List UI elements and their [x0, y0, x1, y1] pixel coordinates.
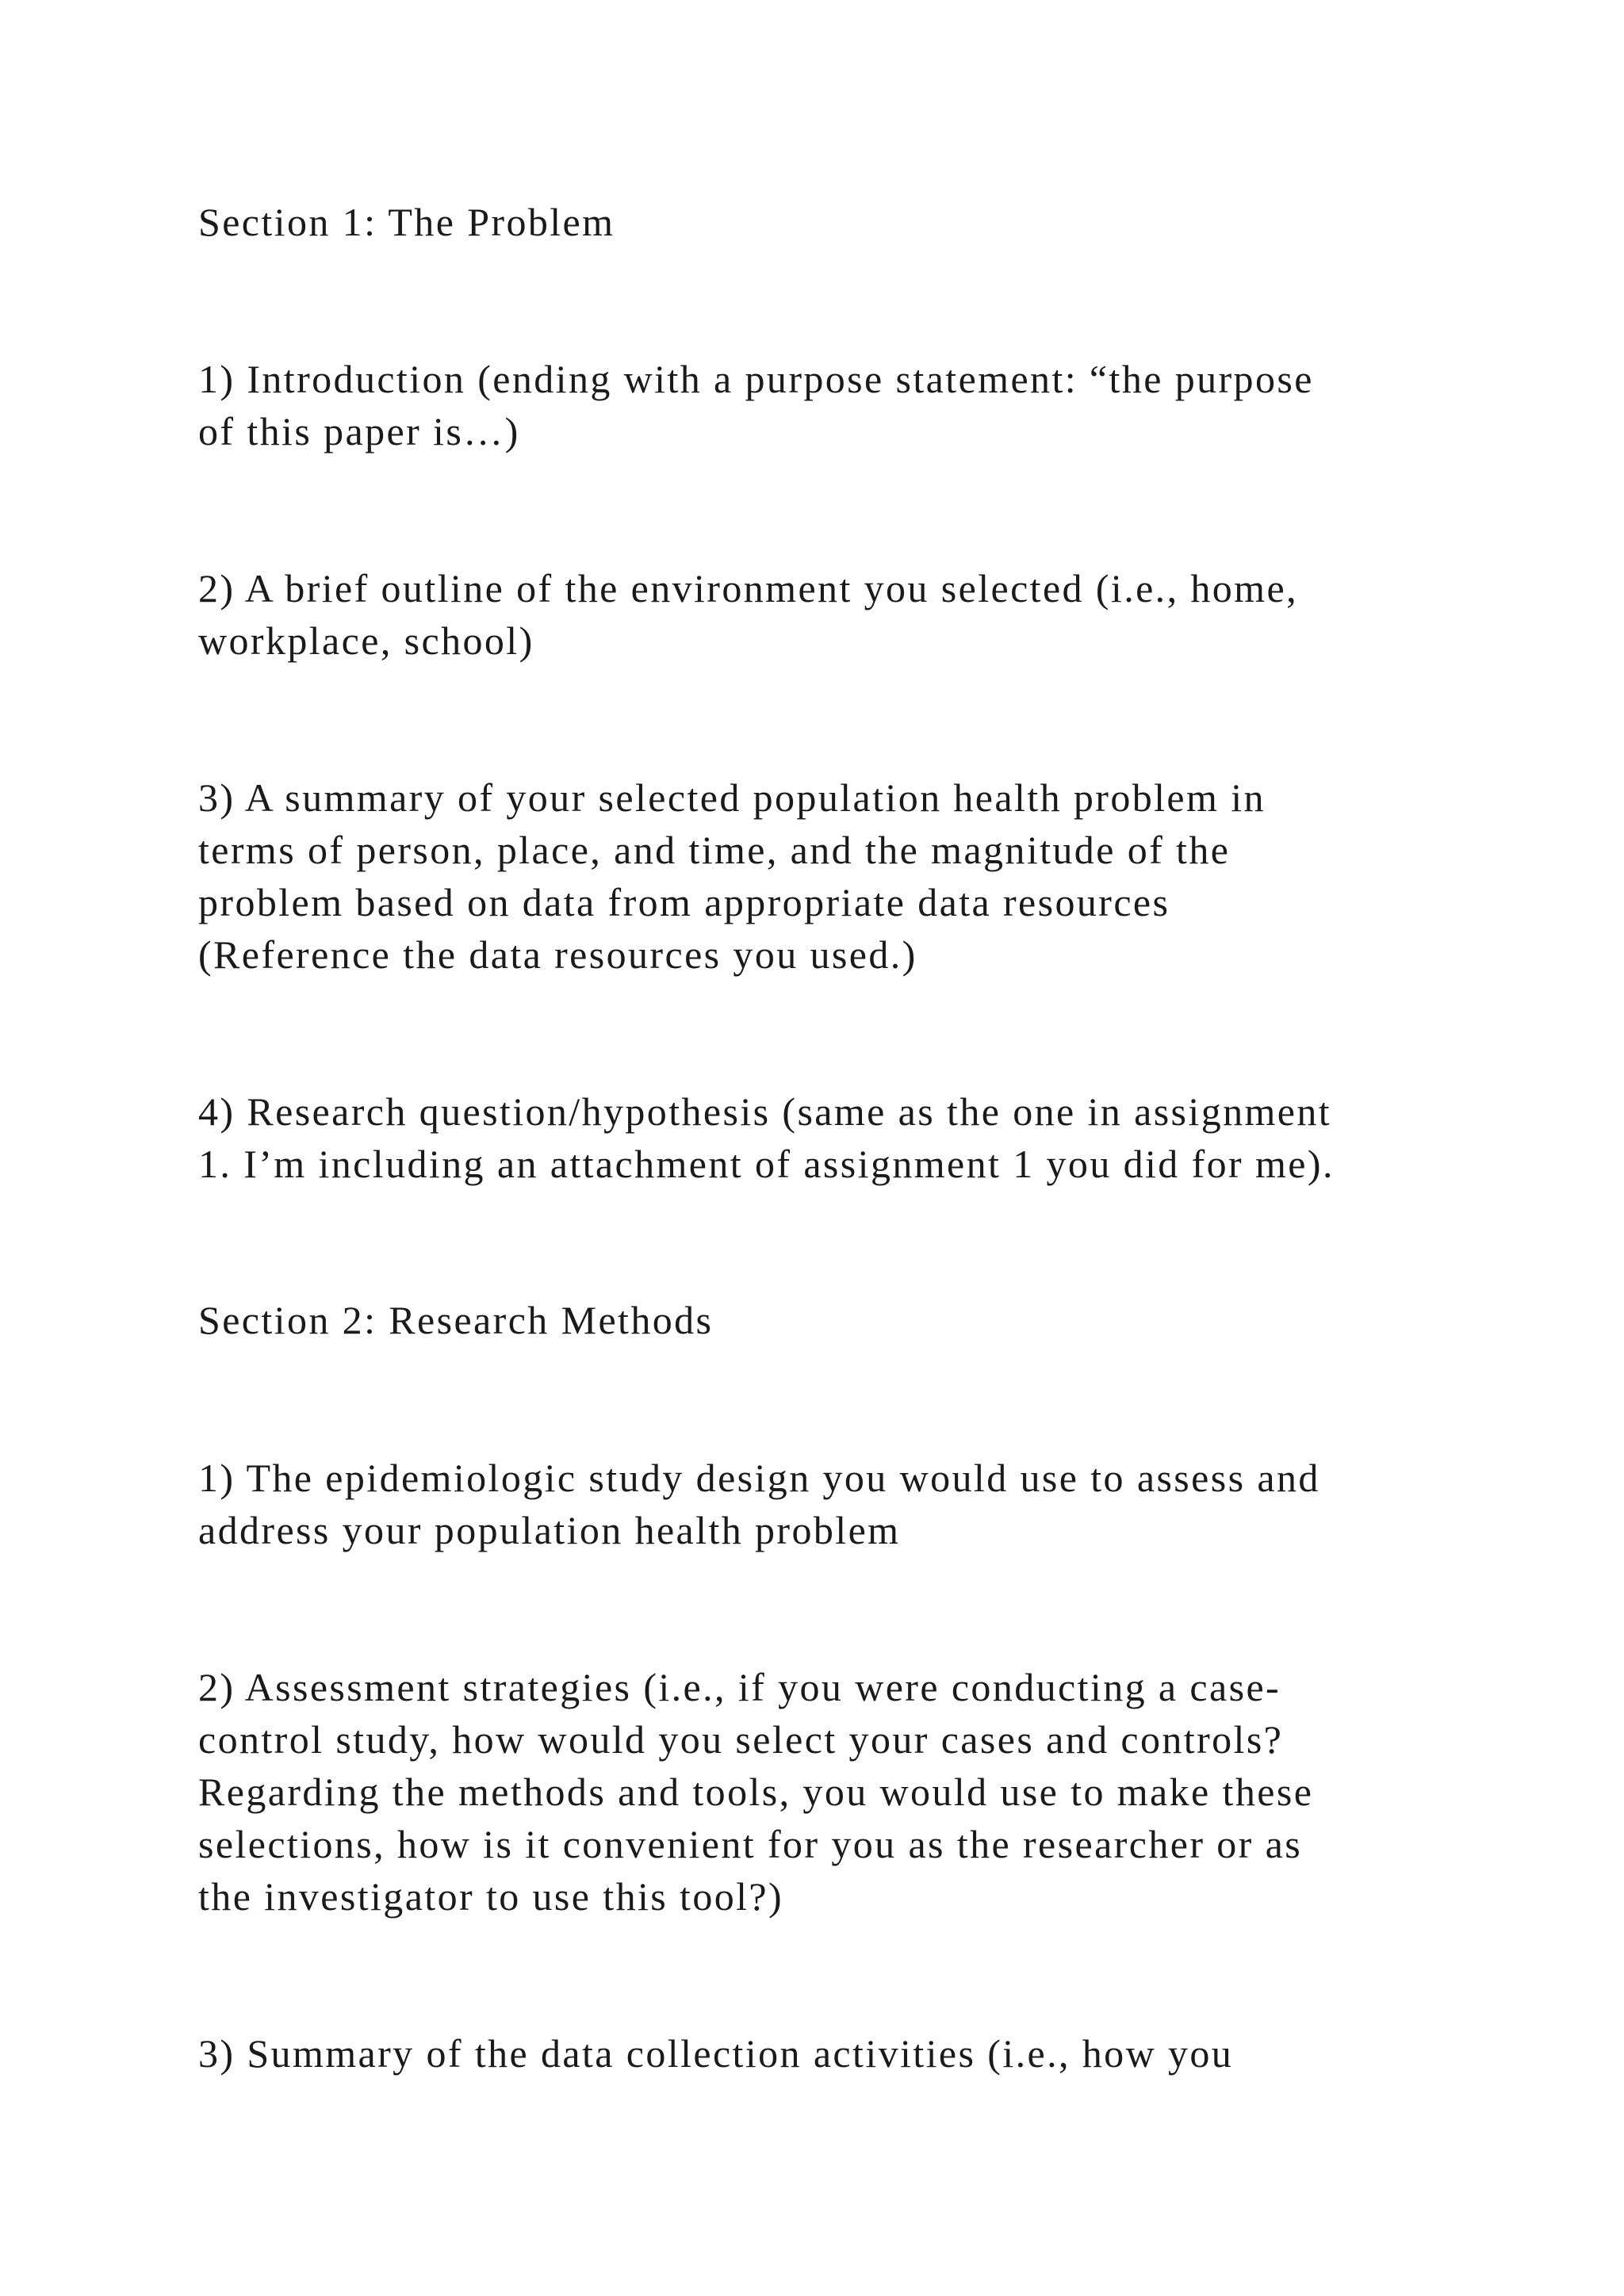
text-line: Regarding the methods and tools, you would use to make these [198, 1770, 1314, 1814]
section-1-item-research-question [198, 1085, 1467, 1190]
section-1-item-environment [198, 562, 1467, 667]
section-2-item-study-design [198, 1452, 1467, 1556]
text-line: (Reference the data resources you used.) [198, 932, 917, 977]
section-2-item-assessment [198, 1661, 1467, 1923]
section-1-item-summary [198, 771, 1467, 981]
section-2-item-data-collection [198, 2027, 1467, 2080]
text-line: Section 2: Research Methods [198, 1298, 714, 1342]
text-line: of this paper is…) [198, 409, 520, 453]
text-line: terms of person, place, and time, and the magnitude of the [198, 828, 1231, 872]
text-line: 2) A brief outline of the environment you selected (i.e., home, [198, 566, 1298, 610]
text-line: 2) Assessment strategies (i.e., if you were conducting a case- [198, 1665, 1281, 1709]
text-line: Section 1: The Problem [198, 200, 615, 244]
text-line: control study, how would you select your cases and controls? [198, 1717, 1284, 1762]
text-line: address your population health problem [198, 1508, 901, 1552]
text-line: 1) Introduction (ending with a purpose statement: “the purpose [198, 357, 1314, 401]
text-line: 3) A summary of your selected population health problem in [198, 775, 1266, 820]
text-line: 3) Summary of the data collection activities (i.e., how you [198, 2031, 1234, 2076]
text-line: the investigator to use this tool?) [198, 1874, 784, 1919]
text-line: workplace, school) [198, 618, 534, 663]
text-line: 4) Research question/hypothesis (same as the one in assignment [198, 1089, 1332, 1134]
section-2-heading [198, 1294, 1467, 1346]
section-1-heading [198, 196, 1467, 248]
text-line: 1) The epidemiologic study design you would use to assess and [198, 1456, 1320, 1500]
section-1-item-introduction [198, 353, 1467, 457]
text-line: problem based on data from appropriate data resources [198, 880, 1170, 924]
text-line: 1. I’m including an attachment of assignment 1 you did for me). [198, 1142, 1335, 1186]
text-line: selections, how is it convenient for you as the researcher or as [198, 1822, 1303, 1866]
